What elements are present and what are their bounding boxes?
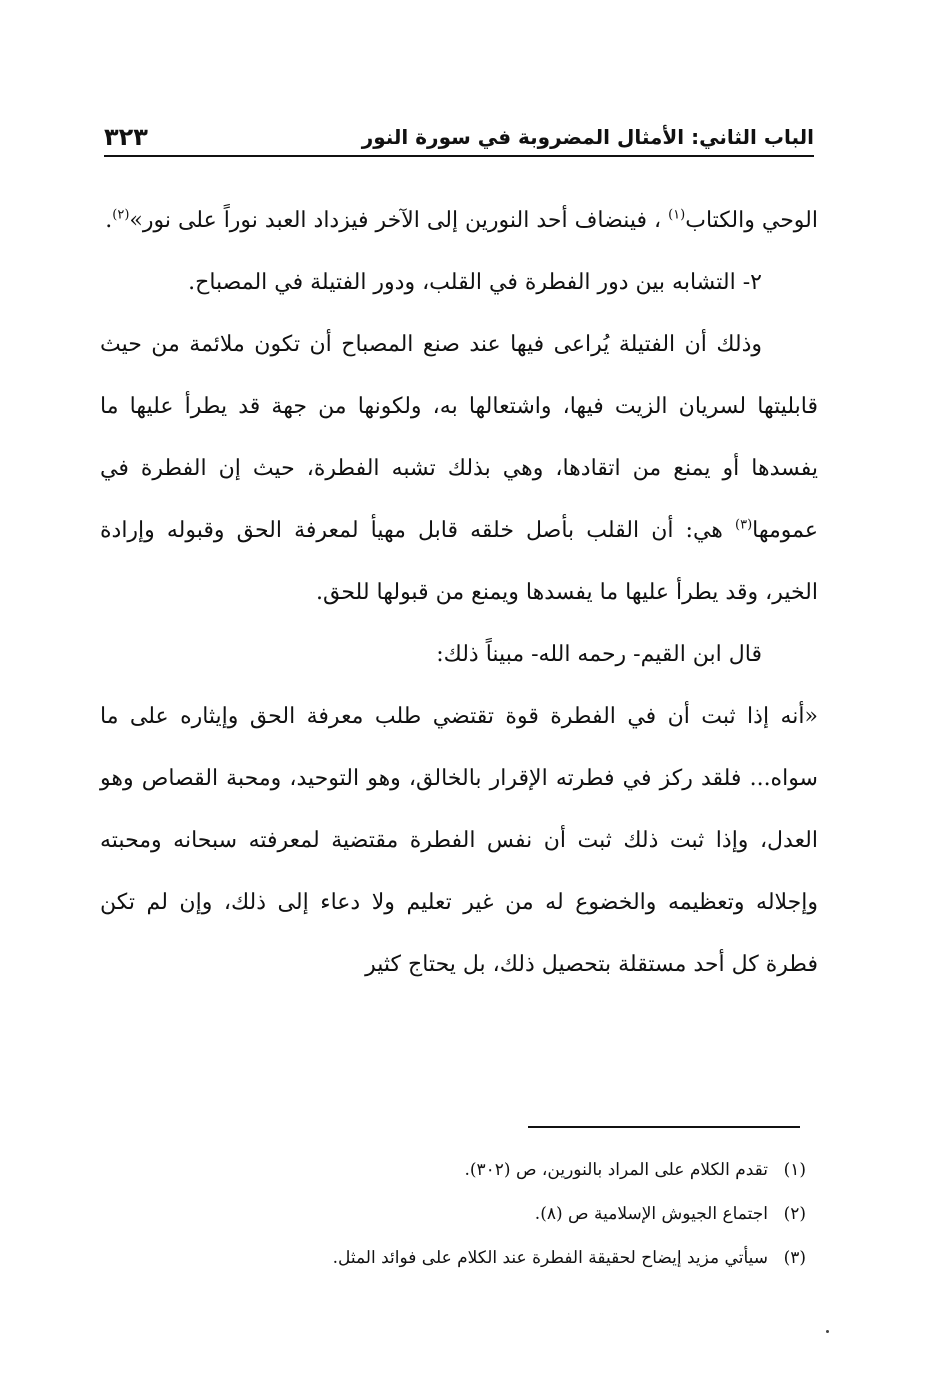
footnote-separator <box>528 1126 800 1128</box>
footnote-text: تقدم الكلام على المراد بالنورين، ص (٣٠٢). <box>464 1160 768 1180</box>
paragraph-2-text-b: هي: أن القلب بأصل خلقه قابل مهيأ لمعرفة الحق وقبوله وإرادة الخير، وقد يطرأ عليها ما يفسدها ويمنع من قبولها للحق. <box>100 518 818 605</box>
running-header <box>104 122 814 158</box>
header-rule <box>104 155 814 157</box>
footnote-ref-3: (٣) <box>735 517 753 533</box>
section-heading: ٢- التشابه بين دور الفطرة في القلب، ودور الفتيلة في المصباح. <box>188 270 762 295</box>
footnote-item <box>100 1236 806 1280</box>
body-text <box>100 190 818 996</box>
footnote-ref-1: (١) <box>668 207 686 223</box>
footnote-item <box>100 1148 806 1192</box>
paragraph-2-text-a: وذلك أن الفتيلة يُراعى فيها عند صنع المصباح أن تكون ملائمة من حيث قابليتها لسريان الزيت فيها، واشتعالها به، ولكونها من جهة قد يطرأ عليها ما يفسدها أو يمنع من اتقادها، وهي بذلك تشبه الفطرة، حيث إن الفطرة في عمومها <box>100 332 818 543</box>
scan-speck <box>826 1330 829 1333</box>
footnote-text: سيأتي مزيد إيضاح لحقيقة الفطرة عند الكلام على فوائد المثل. <box>332 1248 768 1268</box>
footnote-number: (١) <box>783 1160 806 1180</box>
paragraph-1 <box>100 190 818 252</box>
paragraph-2 <box>100 314 818 624</box>
footnote-item <box>100 1192 806 1236</box>
quotation: «أنه إذا ثبت أن في الفطرة قوة تقتضي طلب معرفة الحق وإيثاره على ما سواه... فلقد ركز في فطرته الإقرار بالخالق، وهو التوحيد، ومحبة القصاص وهو العدل، وإذا ثبت ذلك ثبت أن نفس الفطرة مقتضية لمعرفته سبحانه ومحبته وإجلاله وتعظيمه والخضوع له من غير تعليم ولا دعاء إلى ذلك، وإن لم تكن فطرة كل أحد مستقلة بتحصيل ذلك، بل يحتاج كثير <box>100 704 818 977</box>
footnote-ref-2: (٢) <box>112 207 130 223</box>
paragraph-3: قال ابن القيم- رحمه الله- مبيناً ذلك: <box>436 642 762 667</box>
footnote-number: (٢) <box>783 1204 806 1224</box>
chapter-title: الباب الثاني: الأمثال المضروبة في سورة النور <box>361 125 814 149</box>
page-number: ٣٢٣ <box>104 123 148 151</box>
footnote-text: اجتماع الجيوش الإسلامية ص (٨). <box>534 1204 768 1224</box>
paragraph-1-text-a: الوحي والكتاب <box>685 208 818 233</box>
footnote-number: (٣) <box>783 1248 806 1268</box>
paragraph-1-text-b: ، فينضاف أحد النورين إلى الآخر فيزداد العبد نوراً على نور» <box>129 208 669 233</box>
footnotes <box>100 1148 806 1280</box>
paragraph-1-text-c: . <box>105 208 113 233</box>
